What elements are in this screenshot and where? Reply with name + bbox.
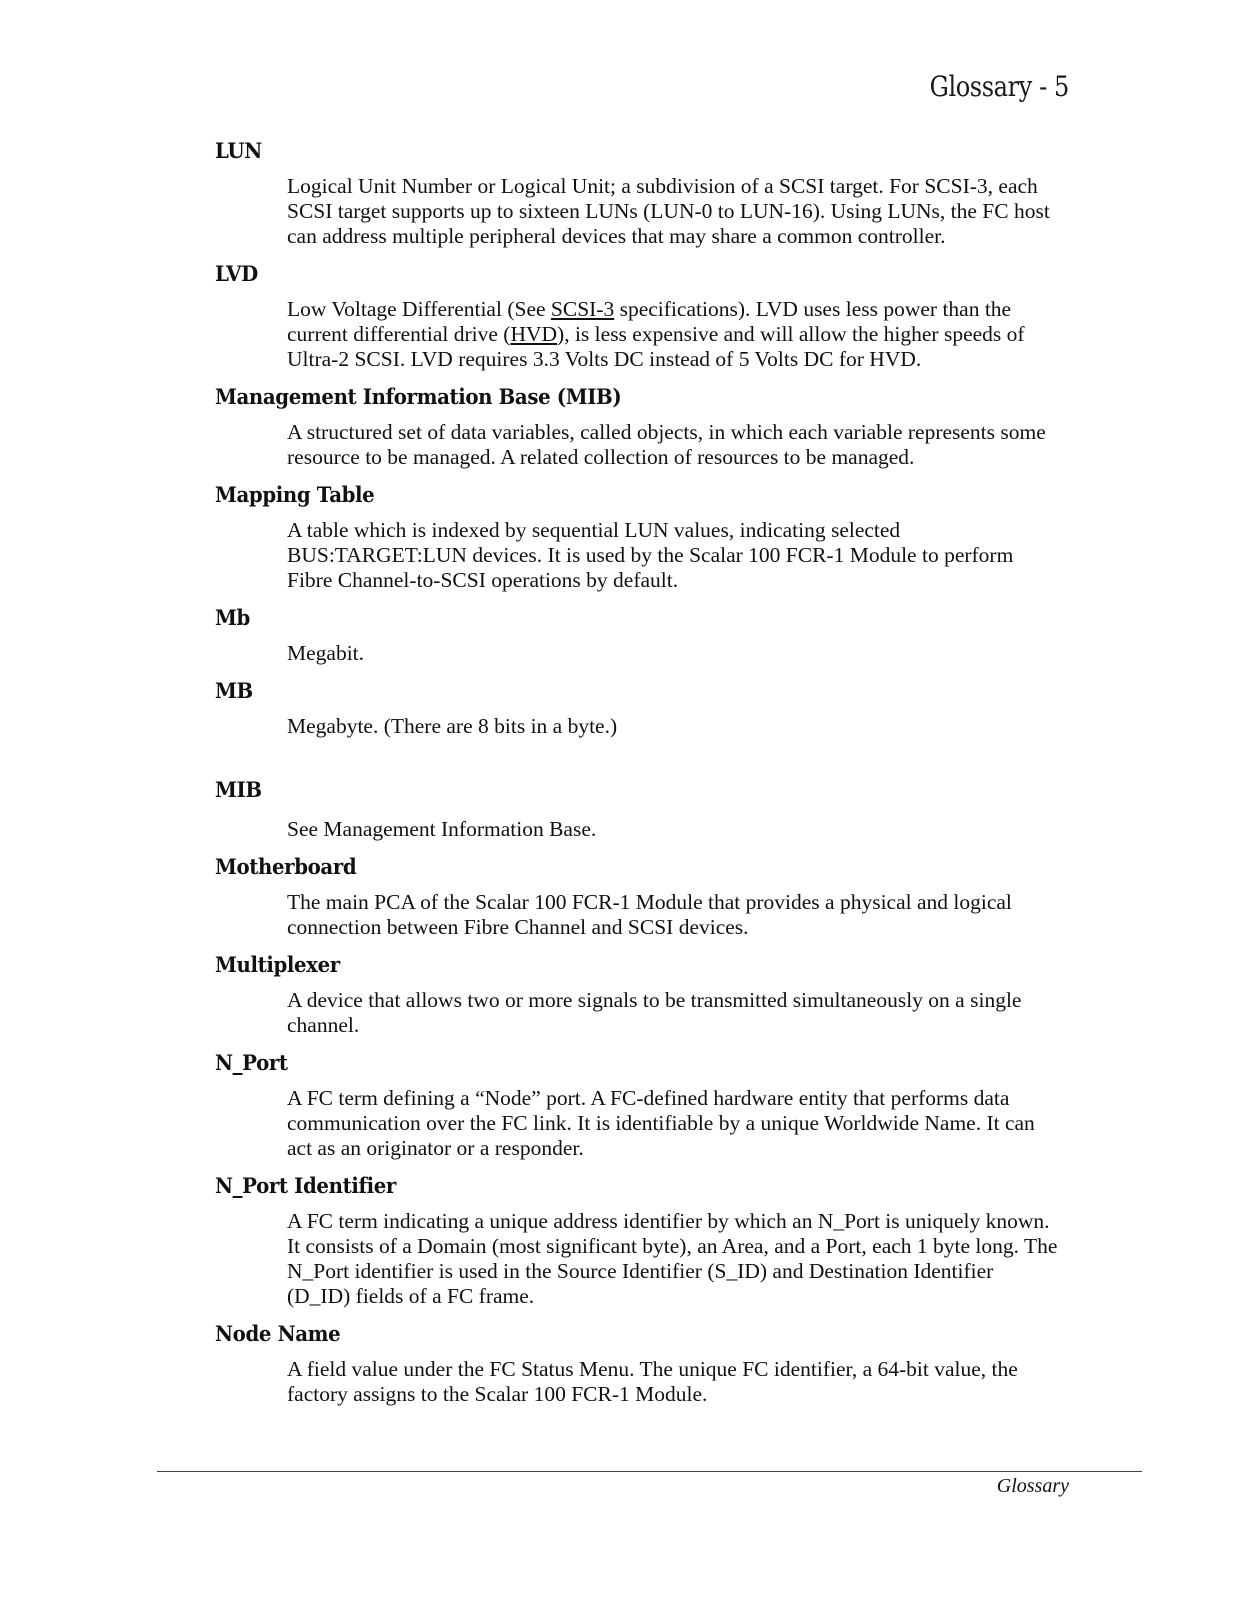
term-heading: MB: [215, 678, 253, 703]
term-heading: Mb: [215, 605, 250, 630]
hvd-link[interactable]: HVD: [510, 322, 558, 346]
term-heading: Motherboard: [215, 854, 357, 879]
glossary-entry-node-name: [0, 1319, 1237, 1407]
page-header: Glossary - 5: [929, 70, 1069, 103]
term-heading: Multiplexer: [215, 952, 340, 977]
glossary-entry-mib-full: [0, 382, 1237, 480]
scsi-3-link[interactable]: SCSI-3: [550, 297, 615, 321]
glossary-entry-mib: [0, 775, 1237, 852]
term-definition: A FC term indicating a unique address identifier by which an N_Port is uniquely known. It consists of a Domain (most significant byte), an Area, and a Port, each 1 byte long. The N_Port identifier is used in the Source Identifier (S_ID) and Destination Identifier (D_ID) fields of a FC frame.: [287, 1209, 1058, 1308]
term-heading: Mapping Table: [215, 482, 375, 507]
definition-text: Low Voltage Differential (See: [287, 297, 551, 321]
glossary-entry-mb-byte: [0, 676, 1237, 775]
glossary-entry-n-port-identifier: [0, 1171, 1237, 1319]
definition-text: ), is less expensive and will allow the higher speeds of Ultra-2 SCSI. LVD requires 3.3 Volts DC instead of 5 Volts DC for HVD.: [287, 322, 1025, 371]
term-heading: N_Port Identifier: [215, 1173, 396, 1198]
term-heading: Node Name: [215, 1321, 341, 1346]
term-definition: A FC term defining a “Node” port. A FC-defined hardware entity that performs data communication over the FC link. It is identifiable by a unique Worldwide Name. It can act as an originator or a responder.: [287, 1086, 1035, 1160]
glossary-list: [0, 136, 1237, 1407]
glossary-entry-multiplexer: [0, 950, 1237, 1048]
term-heading: LUN: [215, 138, 262, 163]
term-definition: Logical Unit Number or Logical Unit; a subdivision of a SCSI target. For SCSI-3, each SCSI target supports up to sixteen LUNs (LUN-0 to LUN-16). Using LUNs, the FC host can address multiple peripheral devices that may share a common controller.: [287, 174, 1050, 248]
footer-section-label: Glossary: [996, 1475, 1069, 1497]
footer-divider: [157, 1471, 1142, 1472]
term-heading: LVD: [215, 261, 258, 286]
term-definition: A device that allows two or more signals to be transmitted simultaneously on a single channel.: [287, 988, 1022, 1037]
glossary-entry-mapping-table: [0, 480, 1237, 603]
term-definition: The main PCA of the Scalar 100 FCR-1 Module that provides a physical and logical connection between Fibre Channel and SCSI devices.: [287, 890, 1012, 939]
glossary-entry-lvd: [0, 259, 1237, 382]
glossary-entry-motherboard: [0, 852, 1237, 950]
term-heading: MIB: [215, 777, 262, 802]
term-definition: See Management Information Base.: [287, 817, 597, 841]
term-heading: N_Port: [215, 1050, 288, 1075]
glossary-entry-lun: [0, 136, 1237, 259]
glossary-entry-n-port: [0, 1048, 1237, 1171]
definition-text: specifications). LVD uses less power than the current differential drive (: [287, 297, 1012, 346]
term-definition: A field value under the FC Status Menu. The unique FC identifier, a 64-bit value, the factory assigns to the Scalar 100 FCR-1 Module.: [287, 1357, 1018, 1406]
term-heading: Management Information Base (MIB): [215, 384, 622, 409]
glossary-entry-mb-bit: [0, 603, 1237, 676]
term-definition: Megabit.: [287, 641, 365, 665]
term-definition: Megabyte. (There are 8 bits in a byte.): [287, 714, 618, 738]
term-definition: [287, 297, 1087, 372]
term-definition: A structured set of data variables, called objects, in which each variable represents some resource to be managed. A related collection of resources to be managed.: [287, 420, 1046, 469]
term-definition: A table which is indexed by sequential LUN values, indicating selected BUS:TARGET:LUN devices. It is used by the Scalar 100 FCR-1 Module to perform Fibre Channel-to-SCSI operations by default.: [287, 518, 1014, 592]
